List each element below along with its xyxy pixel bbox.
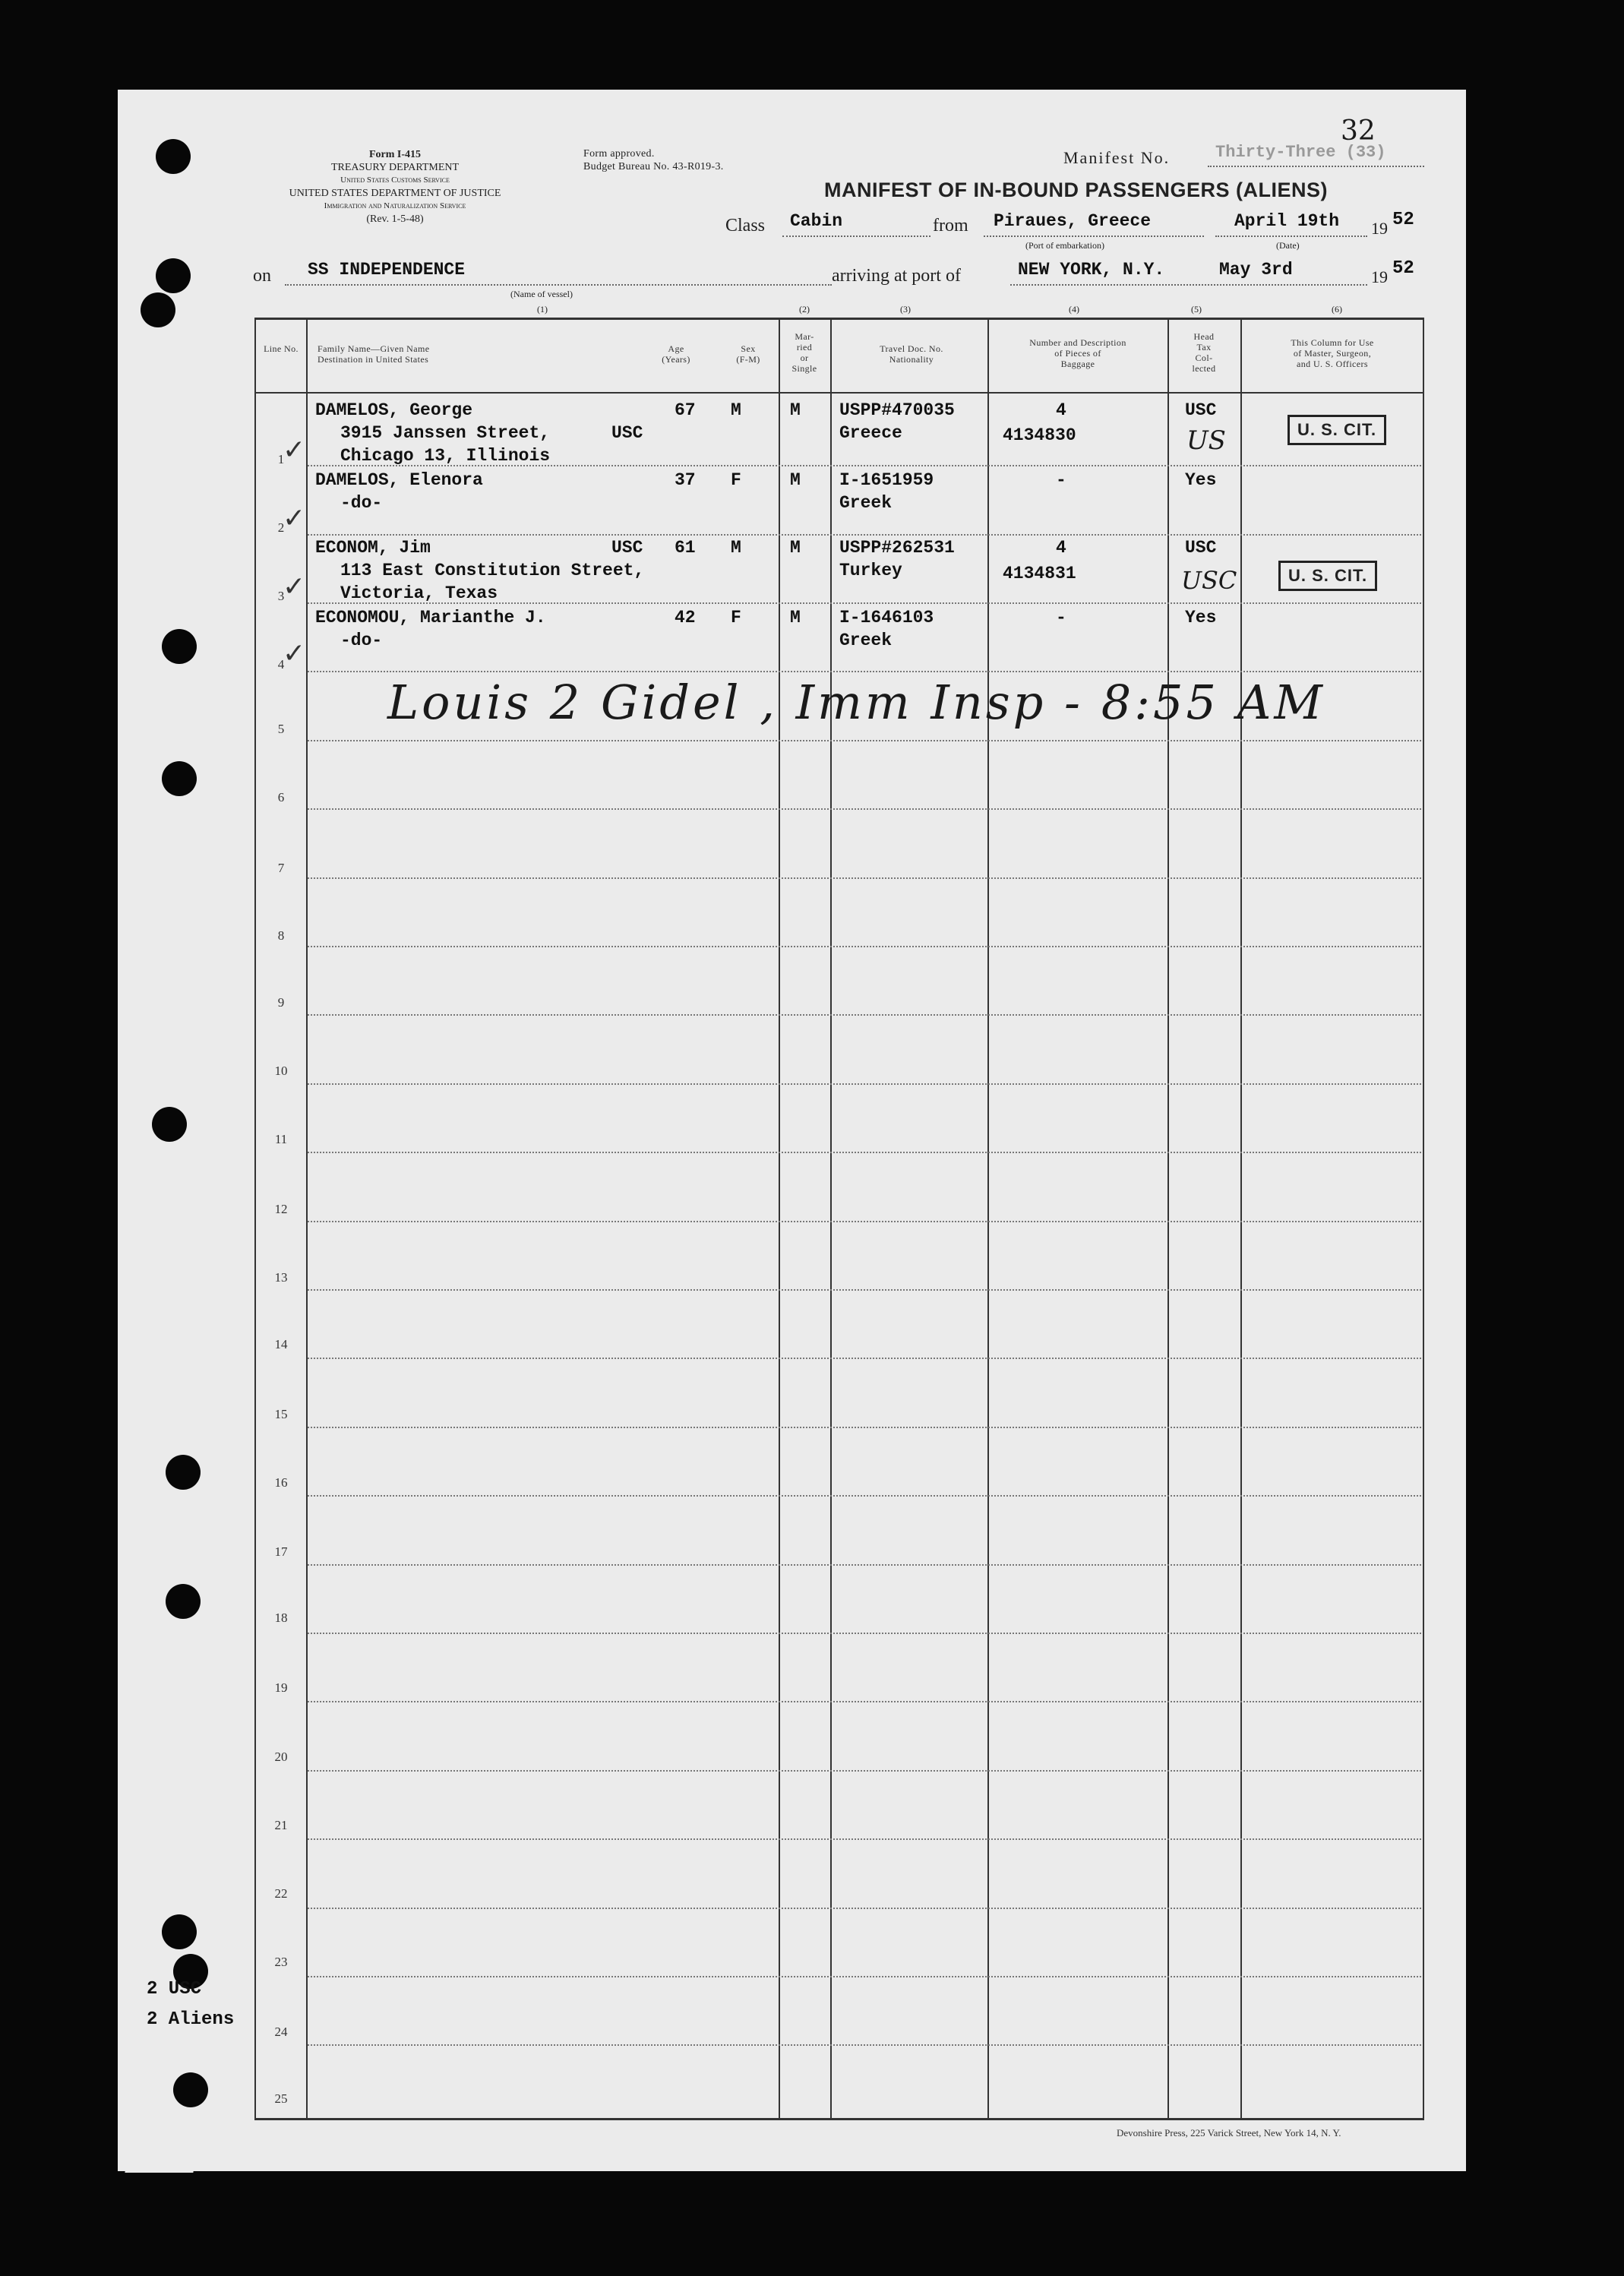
passenger-nationality: Greece [839,423,902,443]
punch-hole [162,629,197,664]
col-header-travel-doc: Travel Doc. No. Nationality [880,343,943,365]
passenger-marital: M [790,470,801,490]
row-line [308,1358,1421,1359]
baggage-number: 4134830 [1003,425,1076,445]
punch-hole [173,2072,208,2107]
passenger-name: ECONOM, Jim [315,538,431,558]
vessel-caption: (Name of vessel) [510,289,573,299]
checkmark-icon: ✓ [283,638,306,669]
col-divider-baggage [1167,318,1169,2120]
arrival-date: May 3rd [1219,260,1293,280]
head-tax: Yes [1185,470,1217,490]
passenger-name: DAMELOS, George [315,400,473,420]
from-line [984,236,1204,237]
ins-service: Immigration and Naturalization Service [324,201,466,210]
port-embark-caption: (Port of embarkation) [1025,240,1104,251]
passenger-age: 42 [675,608,696,627]
vessel-line [285,284,832,286]
from-label: from [933,216,968,236]
row-line [308,1701,1421,1702]
punch-hole [166,1455,201,1490]
passenger-nationality: Greek [839,493,893,513]
passenger-city: Victoria, Texas [340,583,498,603]
passenger-sex: F [731,470,741,490]
passenger-sex: F [731,608,741,627]
customs-service: United States Customs Service [340,175,450,185]
passenger-address: 113 East Constitution Street, [340,561,645,580]
manifest-no-value: Thirty-Three (33) [1215,143,1386,162]
arrival-year: 52 [1392,258,1414,279]
checkmark-icon: ✓ [283,571,306,602]
arriving-label: arriving at port of [832,266,961,286]
baggage-number: 4134831 [1003,564,1076,583]
head-tax-handwritten: US [1186,425,1226,456]
passenger-address: -do- [340,631,383,650]
row-number: 23 [274,1955,288,1969]
row-line [308,2044,1421,2046]
row-line [308,1564,1421,1566]
row-number: 15 [274,1407,288,1421]
row-number: 6 [277,790,285,805]
passenger-sex: M [731,400,741,420]
checkmark-icon: ✓ [283,503,306,534]
passenger-usc: USC [611,538,643,558]
baggage-count: 4 [1056,400,1066,420]
form-number: Form I-415 [368,149,422,160]
passenger-age: 67 [675,400,696,420]
col-header-age: Age (Years) [662,343,690,365]
row-number: 2 [277,520,285,535]
passenger-doc: USPP#470035 [839,400,955,420]
row-number: 18 [274,1611,288,1625]
col-header-baggage: Number and Description of Pieces of Baggage [1029,337,1126,369]
punch-hole [162,1914,197,1949]
row-number: 10 [274,1064,288,1078]
arrival-year-prefix: 19 [1371,267,1388,286]
row-number: 5 [277,722,285,736]
passenger-city: Chicago 13, Illinois [340,446,551,466]
date-line [1215,236,1367,237]
row-number: 1 [277,452,285,466]
row-line [308,534,1421,536]
row-line [308,1770,1421,1772]
col-num-4: (4) [1069,304,1079,315]
passenger-address: -do- [340,493,383,513]
row-number: 20 [274,1750,288,1764]
col-divider-tax [1240,318,1242,2120]
justice-dept: UNITED STATES DEPARTMENT OF JUSTICE [289,188,501,199]
head-tax: USC [1185,538,1217,558]
row-number: 8 [277,928,285,943]
printer-note: Devonshire Press, 225 Varick Street, New York 14, N. Y. [1117,2127,1341,2138]
row-line [308,1152,1421,1153]
punch-hole [152,1107,187,1142]
row-line [308,1838,1421,1840]
arrival-line [1010,284,1367,286]
row-line [308,808,1421,810]
year-value: 52 [1392,210,1414,230]
manifest-hand-number: 32 [1341,115,1376,147]
checkmark-icon: ✓ [283,435,306,466]
passenger-name: DAMELOS, Elenora [315,470,483,490]
from-value: Piraues, Greece [994,211,1152,231]
row-line [308,1014,1421,1016]
col-divider-line [306,318,308,2120]
arrival-port: NEW YORK, N.Y. [1018,260,1165,280]
passenger-nationality: Turkey [839,561,902,580]
row-number: 19 [274,1680,288,1695]
tally-usc: 2 USC [147,1979,202,1999]
punch-hole [156,139,191,174]
revision: (Rev. 1-5-48) [366,213,424,225]
passenger-doc: I-1646103 [839,608,934,627]
row-line [308,1427,1421,1428]
table-bottom-border [254,2118,1424,2120]
row-number: 17 [274,1544,288,1559]
table-left-border [254,318,256,2120]
page-corner [125,2112,201,2173]
passenger-marital: M [790,608,801,627]
row-line [308,1221,1421,1222]
passenger-age: 37 [675,470,696,490]
row-number: 25 [274,2091,288,2106]
col-num-2: (2) [799,304,810,315]
budget-bureau: Budget Bureau No. 43-R019-3. [583,161,724,172]
class-label: Class [725,216,766,236]
us-citizen-stamp: U. S. CIT. [1288,415,1386,445]
row-number: 21 [274,1818,288,1832]
head-tax: Yes [1185,608,1217,627]
date-value: April 19th [1234,211,1340,231]
row-number: 24 [274,2025,288,2039]
col-num-6: (6) [1332,304,1342,315]
row-line [308,1083,1421,1085]
table-right-border [1423,318,1424,2120]
vessel-value: SS INDEPENDENCE [308,260,466,280]
treasury-dept: TREASURY DEPARTMENT [330,162,460,173]
head-tax: USC [1185,400,1217,420]
row-number: 12 [274,1202,288,1216]
passenger-doc: USPP#262531 [839,538,955,558]
passenger-marital: M [790,400,801,420]
row-line [308,740,1421,741]
form-header-left [251,148,539,226]
header-bottom-border [254,392,1424,394]
row-number: 4 [277,657,285,672]
class-line [782,236,930,237]
row-line [308,946,1421,947]
row-line [308,671,1421,672]
punch-hole [166,1584,201,1619]
punch-hole [156,258,191,293]
baggage-count: 4 [1056,538,1066,558]
col-divider-married [830,318,832,2120]
col-header-line-no: Line No. [264,343,299,354]
col-num-1: (1) [537,304,548,315]
row-number: 3 [277,589,285,603]
col-header-name: Family Name—Given Name Destination in United States [318,343,430,365]
manifest-no-label: Manifest No. [1063,148,1171,167]
row-line [308,1908,1421,1909]
row-number: 11 [274,1132,288,1146]
date-caption: (Date) [1276,240,1300,251]
passenger-usc: USC [611,423,643,443]
page-title: MANIFEST OF IN-BOUND PASSENGERS (ALIENS) [824,179,1329,201]
passenger-nationality: Greek [839,631,893,650]
row-number: 13 [274,1270,288,1285]
row-line [308,1495,1421,1497]
col-divider-name [779,318,780,2120]
col-header-head-tax: Head Tax Col- lected [1192,331,1216,374]
passenger-marital: M [790,538,801,558]
us-citizen-stamp: U. S. CIT. [1278,561,1377,591]
baggage-count: - [1056,470,1066,490]
inspector-signature: Louis 2 Gidel , Imm Insp - 8:55 AM [387,675,1325,730]
punch-hole [141,292,175,327]
manifest-no-line [1208,166,1424,167]
tally-aliens: 2 Aliens [147,2009,235,2030]
passenger-age: 61 [675,538,696,558]
row-number: 22 [274,1886,288,1901]
baggage-count: - [1056,608,1066,627]
col-header-married: Mar- ried or Single [791,331,817,374]
passenger-name: ECONOMOU, Marianthe J. [315,608,546,627]
col-header-officers: This Column for Use of Master, Surgeon, and U. S. Officers [1291,337,1374,369]
year-prefix: 19 [1371,219,1388,238]
passenger-address: 3915 Janssen Street, [340,423,551,443]
row-number: 7 [277,861,285,875]
punch-hole [162,761,197,796]
class-value: Cabin [790,211,843,231]
row-line [308,1633,1421,1634]
row-line [308,1289,1421,1291]
row-number: 14 [274,1337,288,1351]
passenger-sex: M [731,538,741,558]
col-num-3: (3) [900,304,911,315]
passenger-doc: I-1651959 [839,470,934,490]
row-number: 9 [277,995,285,1010]
row-number: 16 [274,1475,288,1490]
row-line [308,1976,1421,1977]
on-label: on [253,266,271,286]
col-num-5: (5) [1191,304,1202,315]
col-header-sex: Sex (F-M) [736,343,760,365]
col-divider-doc [987,318,989,2120]
table-top-border [254,318,1424,320]
head-tax-handwritten: USC [1181,566,1237,595]
form-approved: Form approved. [583,148,655,160]
row-line [308,877,1421,879]
